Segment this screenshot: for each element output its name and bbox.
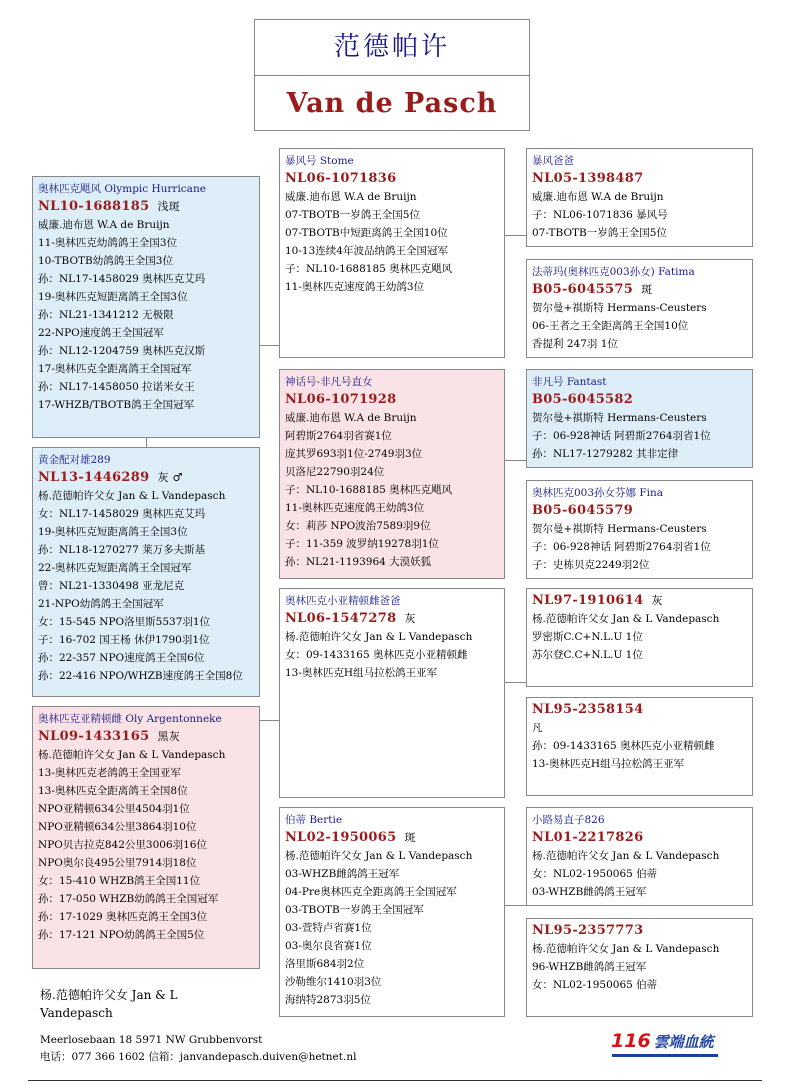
pedigree-line: 孙：NL17-1279282 其非定律 [532, 448, 679, 460]
logo-text: 雲端血統 [653, 1033, 714, 1051]
contact-info: 电话：077 366 1602 信箱：janvandepasch.duiven@hetnet.nl [40, 1051, 357, 1063]
pedigree-line: 19-奥林匹克短距离鸽王全国3位 [38, 291, 188, 303]
pedigree-line: 威廉.迪布恩 W.A de Bruijn [285, 191, 417, 203]
pedigree-line: 苏尔登C.C+N.L.U 1位 [532, 649, 643, 661]
pedigree-line: 孙：NL21-1341212 无极限 [38, 309, 174, 321]
pedigree-line: 04-Pre奥林匹克全距离鸽王全国冠军 [285, 886, 457, 898]
page-title-cn: 范德帕许 [255, 20, 529, 76]
ring-number-row [285, 829, 500, 847]
site-logo [611, 1030, 714, 1052]
color-tag: 黑灰 [157, 730, 181, 743]
pigeon-name: 暴风号 Stome [285, 155, 354, 167]
ring-number-row [532, 701, 748, 719]
pedigree-line: 杨.范德帕许父女 Jan & L Vandepasch [285, 850, 473, 862]
pedigree-line: 香提利 247羽 1位 [532, 338, 618, 350]
logo-number: 116 [611, 1030, 651, 1052]
pedigree-line: 孙：22-416 NPO/WHZB速度鸽王全国8位 [38, 670, 243, 682]
pedigree-line: 威廉.迪布恩 W.A de Bruijn [285, 412, 417, 424]
pedigree-line: 女：NL02-1950065 伯蒂 [532, 868, 658, 880]
pedigree-line: 子：史栋贝克2249羽2位 [532, 559, 650, 571]
pedigree-line: 孙：NL21-1193964 大漠妖狐 [285, 556, 432, 568]
pedigree-line: NPO亚精顿634公里3864羽10位 [38, 821, 197, 833]
color-tag: 灰 [651, 594, 663, 607]
ring-number: B05-6045579 [532, 503, 634, 518]
ring-number: B05-6045575 [532, 282, 634, 297]
pedigree-line: 22-奥林匹克短距离鸽王全国冠军 [38, 562, 192, 574]
pedigree-line: 06-王者之王全距离鸽王全国10位 [532, 320, 689, 332]
dam-card[interactable] [32, 706, 260, 969]
ring-number: NL09-1433165 [38, 729, 150, 744]
pedigree-line: 女：15-545 NPO洛里斯5537羽1位 [38, 616, 211, 628]
pedigree-line: 03-WHZB雌鸽鸽王冠军 [532, 886, 647, 898]
pedigree-line: 孙：NL12-1204759 奥林匹克汉斯 [38, 345, 206, 357]
pigeon-name: 奥林匹克飓风 Olympic Hurricane [38, 183, 206, 195]
sire-dam-card[interactable] [279, 369, 505, 579]
ring-number: NL06-1547278 [285, 611, 397, 626]
pedigree-line: 贺尔曼+祺斯特 Hermans-Ceusters [532, 523, 707, 535]
ring-number: NL06-1071836 [285, 171, 397, 186]
pedigree-line: 威廉.迪布恩 W.A de Bruijn [532, 191, 664, 203]
connector [258, 345, 280, 346]
pedigree-line: 13-奥林匹克H组马拉松鸽王亚军 [532, 758, 685, 770]
pedigree-line: 03-萱特卢省赛1位 [285, 922, 372, 934]
grandparent-card-5[interactable] [526, 588, 753, 687]
ring-number-row [532, 170, 748, 188]
ring-number-row [285, 170, 500, 188]
pedigree-line: 21-NPO幼鸽鸽王全国冠军 [38, 598, 164, 610]
pedigree-line: 沙勒维尔1410羽3位 [285, 976, 382, 988]
dam-dam-card[interactable] [279, 807, 505, 1017]
ring-number-row [38, 469, 255, 487]
connector [505, 235, 526, 236]
breeder-line-1: 杨.范德帕许父女 Jan & L [40, 988, 178, 1002]
pedigree-line: 洛里斯684羽2位 [285, 958, 365, 970]
address: Meerlosebaan 18 5971 NW Grubbenvorst [40, 1034, 263, 1046]
color-tag: 灰 [404, 612, 416, 625]
pigeon-name: 奥林匹克亚精顿雌 Oly Argentonneke [38, 713, 222, 725]
pigeon-name: 小路易直子826 [532, 814, 605, 826]
pedigree-line: 07-TBOTB一岁鸽王全国5位 [532, 227, 667, 239]
pedigree-line: 女：莉莎 NPO波治7589羽9位 [285, 520, 431, 532]
logo-underline [612, 1054, 718, 1057]
pedigree-line: 杨.范德帕许父女 Jan & L Vandepasch [38, 749, 226, 761]
pedigree-line: 凡 [532, 722, 543, 734]
connector [505, 460, 526, 461]
footer-divider [28, 1080, 762, 1081]
color-tag: 斑 [404, 831, 416, 844]
pedigree-line: 孙：NL17-1458050 拉诺米女王 [38, 381, 195, 393]
pedigree-line: 11-奥林匹克速度鸽王幼鸽3位 [285, 281, 425, 293]
pedigree-line: NPO奥尔良495公里7914羽18位 [38, 857, 197, 869]
sire-card[interactable] [279, 148, 505, 358]
ring-number-row [532, 592, 748, 610]
grandparent-card-3[interactable] [526, 369, 753, 468]
pedigree-line: 22-NPO速度鸽王全国冠军 [38, 327, 164, 339]
pedigree-line: 11-奥林匹克幼鸽鸽王全国3位 [38, 237, 178, 249]
pigeon-name: 法蒂玛(奥林匹克003孙女) Fatima [532, 266, 695, 278]
pedigree-line: NPO贝吉拉克842公里3006羽16位 [38, 839, 207, 851]
pedigree-line: 海纳特2873羽5位 [285, 994, 371, 1006]
ring-number: NL97-1910614 [532, 593, 644, 608]
ring-number: NL06-1071928 [285, 392, 397, 407]
ring-number-row [532, 281, 748, 299]
pedigree-line: 孙：17-121 NPO幼鸽鸽王全国5位 [38, 929, 205, 941]
grandparent-card-6[interactable] [526, 697, 753, 796]
pigeon-name: 暴风爸爸 [532, 155, 574, 167]
ring-number: NL05-1398487 [532, 171, 644, 186]
title-box [254, 19, 530, 131]
pigeon-name: 非凡号 Fantast [532, 376, 607, 388]
pigeon-name: 奥林匹克003孙女芬娜 Fina [532, 487, 664, 499]
ring-number: NL95-2357773 [532, 923, 644, 938]
pedigree-line: 07-TBOTB一岁鸽王全国5位 [285, 209, 420, 221]
pedigree-line: 孙：17-1029 奥林匹克鸽王全国3位 [38, 911, 208, 923]
pedigree-line: 杨.范德帕许父女 Jan & L Vandepasch [532, 943, 720, 955]
pedigree-line: NPO亚精顿634公里4504羽1位 [38, 803, 190, 815]
ring-number-row [532, 922, 748, 940]
pedigree-line: 孙：09-1433165 奥林匹克小亚精顿雌 [532, 740, 715, 752]
pedigree-line: 13-奥林匹克全距离鸽王全国8位 [38, 785, 188, 797]
pedigree-line: 女：NL17-1458029 奥林匹克艾玛 [38, 508, 206, 520]
page-title-en: Van de Pasch [286, 88, 498, 119]
pedigree-line: 96-WHZB雌鸽鸽王冠军 [532, 961, 647, 973]
pedigree-line: 孙：22-357 NPO速度鸽王全国6位 [38, 652, 205, 664]
grandparent-card-2[interactable] [526, 259, 753, 358]
pedigree-line: 贝洛尼22790羽24位 [285, 466, 385, 478]
ring-number: NL13-1446289 [38, 470, 150, 485]
cross-pairing-card[interactable] [32, 447, 260, 697]
connector [258, 720, 280, 721]
ring-number-row [38, 728, 255, 746]
pedigree-line: 女：15-410 WHZB鸽王全国11位 [38, 875, 201, 887]
grandparent-card-1[interactable] [526, 148, 753, 247]
ring-number-row [532, 502, 748, 520]
pedigree-line: 03-奥尔良省赛1位 [285, 940, 372, 952]
ring-number-row [532, 829, 748, 847]
pedigree-line: 孙：NL18-1270277 莱万多夫斯基 [38, 544, 206, 556]
pedigree-line: 17-奥林匹克全距离鸽王全国冠军 [38, 363, 192, 375]
pedigree-line: 03-TBOTB一岁鸽王全国冠军 [285, 904, 424, 916]
pedigree-line: 杨.范德帕许父女 Jan & L Vandepasch [532, 850, 720, 862]
pedigree-line: 女：09-1433165 奥林匹克小亚精顿雌 [285, 649, 468, 661]
breeder-line-2: Vandepasch [40, 1006, 113, 1020]
color-tag: 斑 [641, 283, 653, 296]
pedigree-line: 杨.范德帕许父女 Jan & L Vandepasch [532, 613, 720, 625]
pedigree-line: 杨.范德帕许父女 Jan & L Vandepasch [285, 631, 473, 643]
pedigree-line: 子：NL10-1688185 奥林匹克飓风 [285, 484, 453, 496]
ring-number: B05-6045582 [532, 392, 634, 407]
pedigree-line: 17-WHZB/TBOTB鸽王全国冠军 [38, 399, 195, 411]
subject-card[interactable] [32, 176, 260, 438]
pedigree-line: 子：NL10-1688185 奥林匹克飓风 [285, 263, 453, 275]
pedigree-line: 贺尔曼+祺斯特 Hermans-Ceusters [532, 302, 707, 314]
breeder-info [40, 986, 178, 1022]
pedigree-line: 子：06-928神话 阿碧斯2764羽省1位 [532, 430, 711, 442]
pedigree-line: 03-WHZB雌鸽鸽王冠军 [285, 868, 400, 880]
ring-number: NL10-1688185 [38, 199, 150, 214]
ring-number: NL95-2358154 [532, 702, 644, 717]
pedigree-line: 阿碧斯2764羽省赛1位 [285, 430, 392, 442]
grandparent-card-4[interactable] [526, 480, 753, 579]
color-tag: 灰 ♂ [157, 471, 183, 484]
pedigree-line: 孙：NL17-1458029 奥林匹克艾玛 [38, 273, 206, 285]
ring-number-row [285, 610, 500, 628]
pigeon-name: 黄金配对雄289 [38, 454, 111, 466]
pedigree-line: 19-奥林匹克短距离鸽王全国3位 [38, 526, 188, 538]
grandparent-card-8[interactable] [526, 918, 753, 1017]
pedigree-line: 10-TBOTB幼鸽鸽王全国3位 [38, 255, 173, 267]
dam-sire-card[interactable] [279, 588, 505, 798]
ring-number: NL01-2217826 [532, 830, 644, 845]
color-tag: 浅斑 [157, 200, 181, 213]
pedigree-line: 13-奥林匹克H组马拉松鸽王亚军 [285, 667, 438, 679]
pedigree-line: 10-13连续4年波品纳鸽王全国冠军 [285, 245, 448, 257]
pedigree-line: 07-TBOTB中短距离鸽王全国10位 [285, 227, 448, 239]
pedigree-line: 子：06-928神话 阿碧斯2764羽省1位 [532, 541, 711, 553]
ring-number-row [38, 198, 255, 216]
pigeon-name: 奥林匹克小亚精顿雌爸爸 [285, 595, 401, 607]
pedigree-line: 11-奥林匹克速度鸽王幼鸽3位 [285, 502, 425, 514]
grandparent-card-7[interactable] [526, 807, 753, 906]
pedigree-line: 子：16-702 国王杨 休伊1790羽1位 [38, 634, 210, 646]
pedigree-line: 曾：NL21-1330498 亚龙尼克 [38, 580, 185, 592]
ring-number-row [532, 391, 748, 409]
connector [505, 905, 526, 906]
pedigree-line: 庞其罗693羽1位-2749羽3位 [285, 448, 423, 460]
pedigree-line: 13-奥林匹克老鸽鸽王全国亚军 [38, 767, 181, 779]
pedigree-line: 子：NL06-1071836 暴风号 [532, 209, 668, 221]
pedigree-line: 贺尔曼+祺斯特 Hermans-Ceusters [532, 412, 707, 424]
ring-number: NL02-1950065 [285, 830, 397, 845]
pedigree-line: 杨.范德帕许父女 Jan & L Vandepasch [38, 490, 226, 502]
pigeon-name: 神话号-非凡号直女 [285, 376, 373, 388]
connector [505, 682, 526, 683]
pedigree-line: 女：NL02-1950065 伯蒂 [532, 979, 658, 991]
pedigree-line: 威廉.迪布恩 W.A de Bruijn [38, 219, 170, 231]
ring-number-row [285, 391, 500, 409]
pedigree-line: 孙：17-050 WHZB幼鸽鸽王全国冠军 [38, 893, 219, 905]
pedigree-line: 子：11-359 波罗纳19278羽1位 [285, 538, 439, 550]
pigeon-name: 伯蒂 Bertie [285, 814, 343, 826]
pedigree-line: 罗密斯C.C+N.L.U 1位 [532, 631, 643, 643]
